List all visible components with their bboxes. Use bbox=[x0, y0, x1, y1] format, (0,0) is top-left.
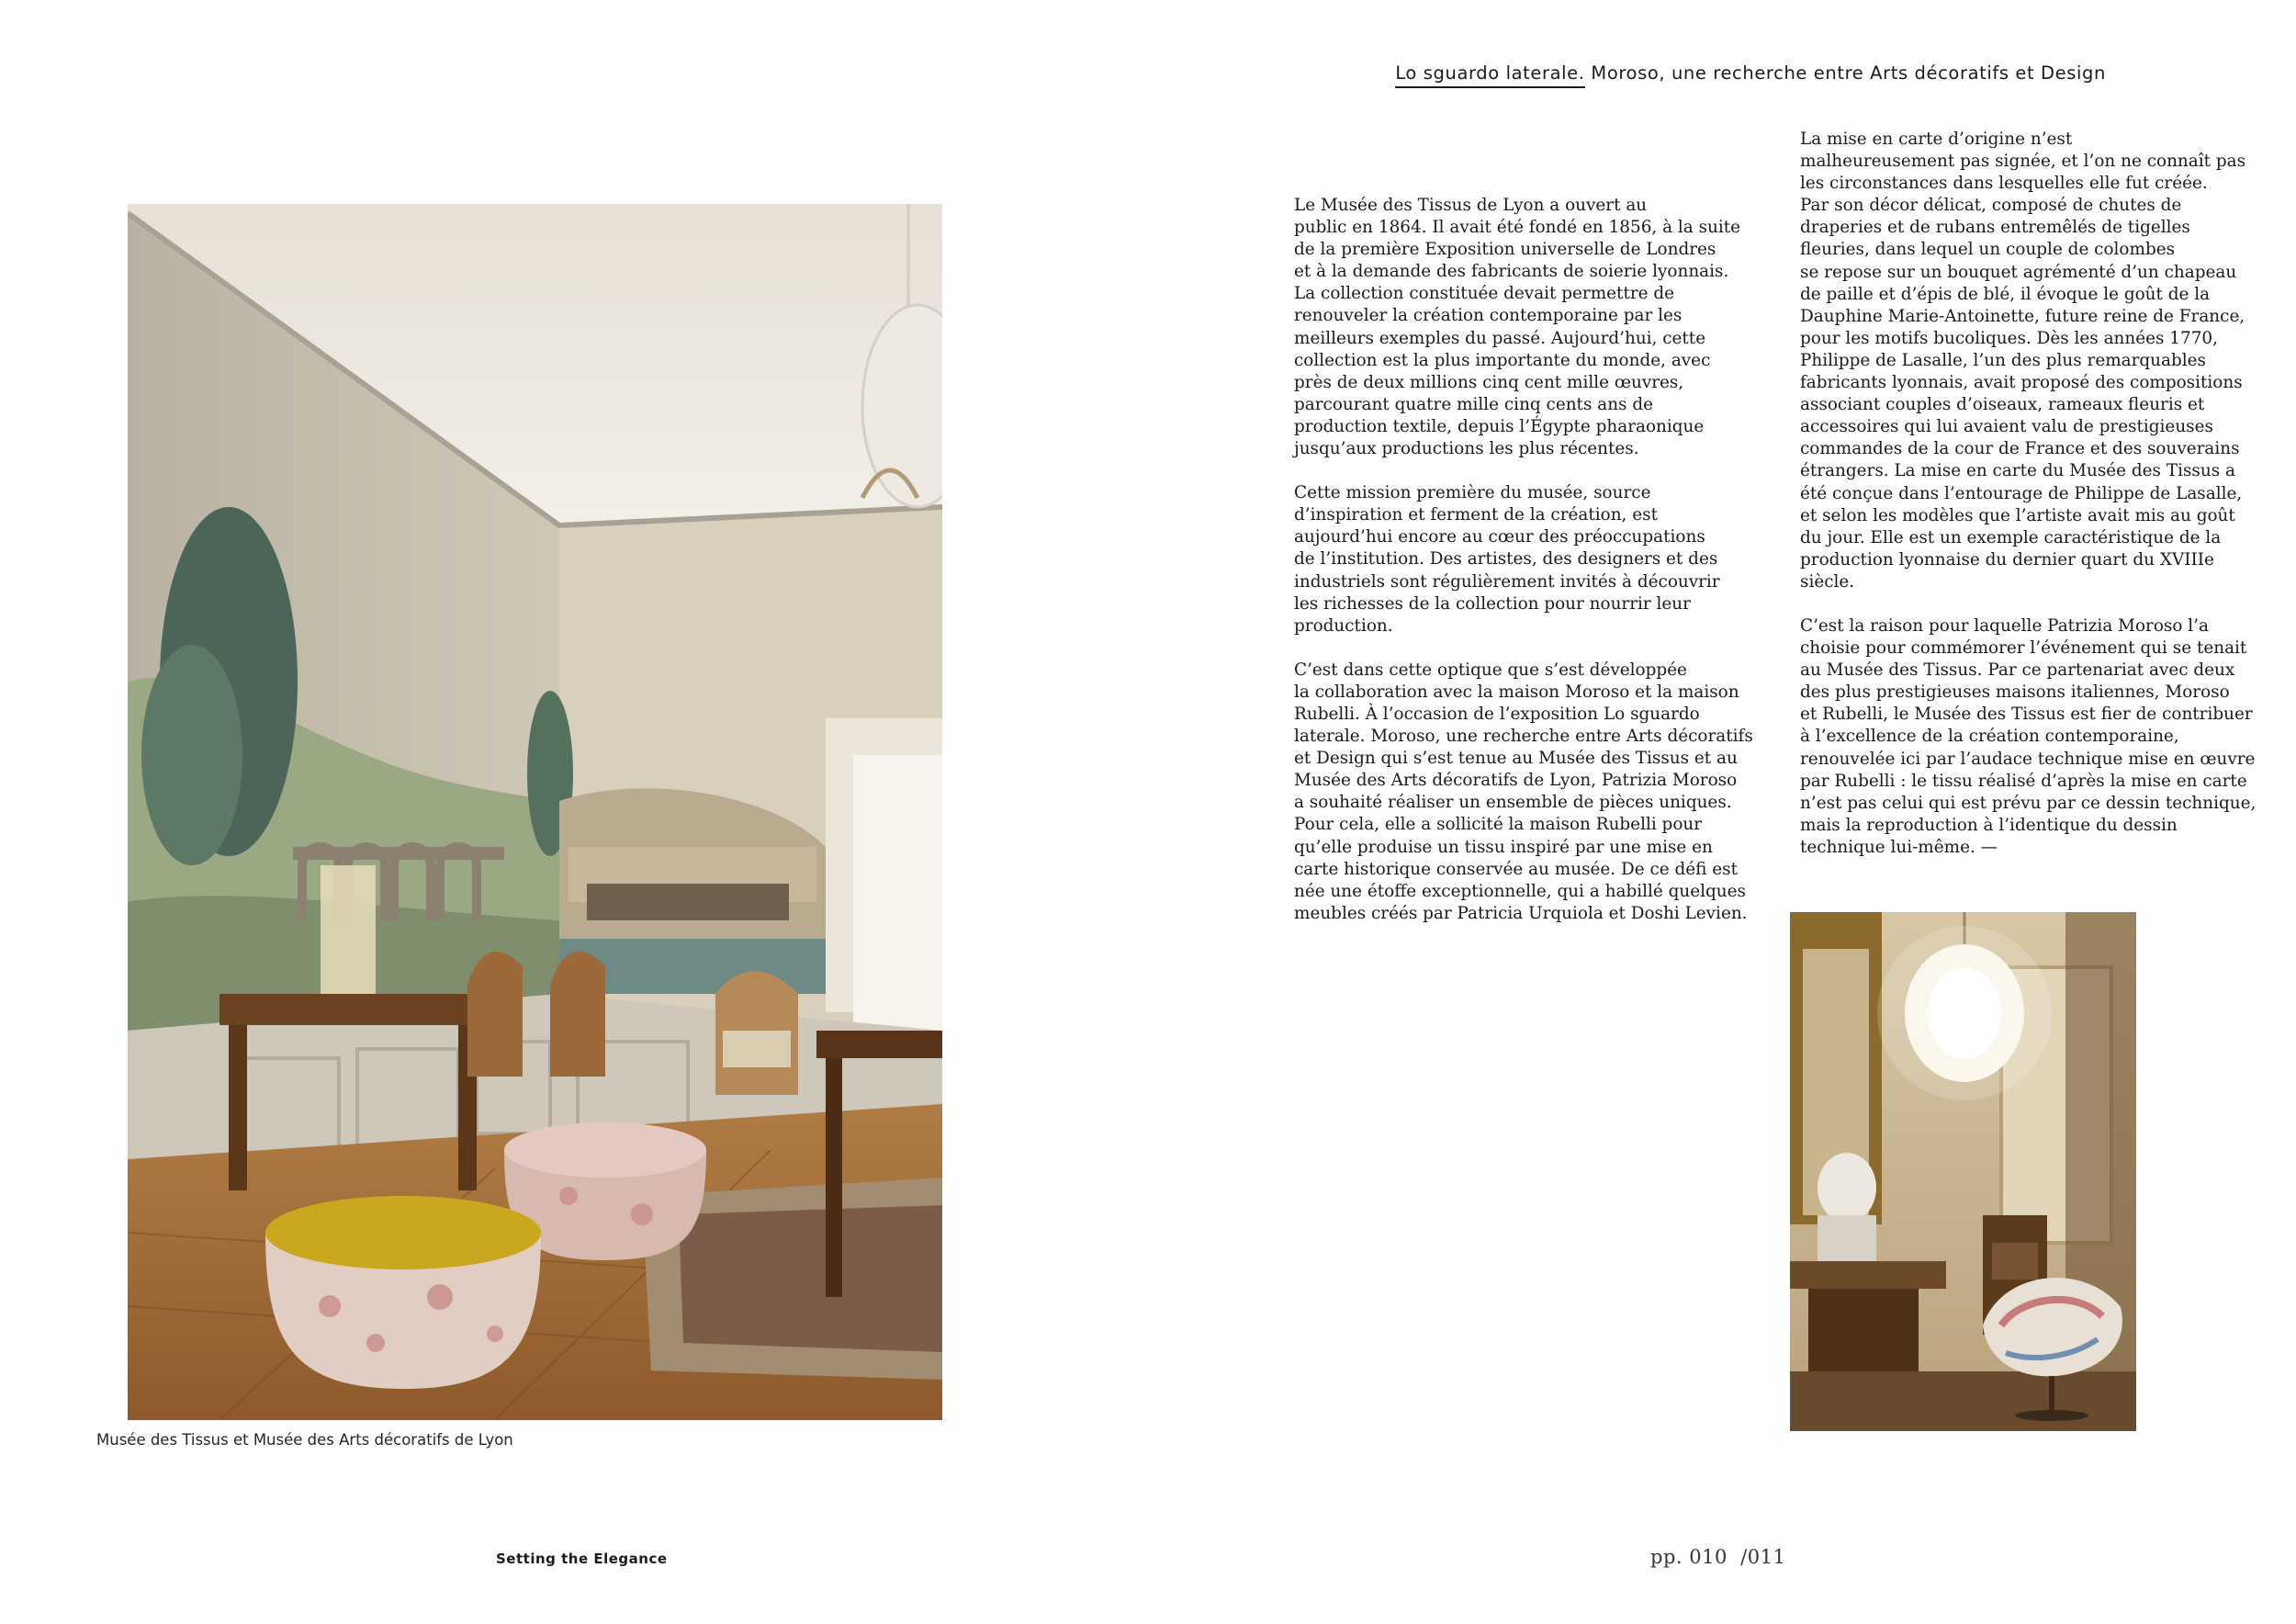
photo-caption: Musée des Tissus et Musée des Arts décoratifs de Lyon bbox=[96, 1431, 513, 1449]
footer-publication-title: Setting the Elegance bbox=[496, 1551, 668, 1567]
article-paragraph: Le Musée des Tissus de Lyon a ouvert au public en 1864. Il avait été fondé en 1856, à la suite de la première Exposition universelle de Londres et à la demande des fabricants de soierie lyonnais. La collection constituée devait permettre de renouveler la création contemporaine par les meilleurs exemples du passé. Aujourd’hui, cette collection est la plus importante du monde, avec près de deux millions cinq cent mille œuvres, parcourant quatre mille cinq cents ans de production textile, depuis l’Égypte pharaonique jusqu’aux productions les plus récentes. bbox=[1294, 196, 1741, 459]
article-column-1 bbox=[1251, 195, 1765, 947]
article-paragraph: Cette mission première du musée, source d’inspiration et ferment de la création, est aujourd’hui encore au cœur des préoccupations de l’institution. Des artistes, des designers et des industriels sont régulièrement invités à découvrir les richesses de la collection pour nourrir leur production. bbox=[1294, 483, 1720, 636]
running-header-subtitle: Moroso, une recherche entre Arts décoratifs et Design bbox=[1584, 62, 2106, 84]
running-header bbox=[1395, 62, 2106, 84]
article-paragraph: La mise en carte d’origine n’est malheureusement pas signée, et l’on ne connaît pas les circonstances dans lesquelles elle fut créée. Par son décor délicat, composé de chutes de draperies et de rubans entremêlés de tigelles fleuries, dans lequel un couple de colombes se repose sur un bouquet agrémenté d’un chapeau de paille et d’épis de blé, il évoque le goût de la Dauphine Marie-Antoinette, future reine de France, pour les motifs bucoliques. Dès les années 1770, Philippe de Lasalle, l’un des plus remarquables fabricants lyonnais, avait proposé des compositions associant couples d’oiseaux, rameaux fleuris et accessoires qui lui avaient valu de prestigieuses commandes de la cour de France et des souverains étrangers. La mise en carte du Musée des Tissus a été conçue dans l’entourage de Philippe de Lasalle, et selon les modèles que l’artiste avait mis au goût du jour. Elle est un exemple caractéristique de la production lyonnaise du dernier quart du XVIIIe siècle. bbox=[1800, 130, 2246, 592]
running-header-series: Lo sguardo laterale. bbox=[1395, 62, 1584, 88]
article-column-2 bbox=[1757, 129, 2271, 881]
salon-chandelier-photo bbox=[1790, 912, 2136, 1431]
museum-room-photo bbox=[128, 204, 942, 1420]
right-page bbox=[1148, 0, 2296, 1624]
article-paragraph: C’est dans cette optique que s’est développée la collaboration avec la maison Moroso et la maison Rubelli. À l’occasion de l’exposition Lo sguardo laterale. Moroso, une recherche entre Arts décoratifs et Design qui s’est tenue au Musée des Tissus et au Musée des Arts décoratifs de Lyon, Patrizia Moroso a souhaité réaliser un ensemble de pièces uniques. Pour cela, elle a sollicité la maison Rubelli pour qu’elle produise un tissu inspiré par une mise en carte historique conservée au musée. De ce défi est née une étoffe exceptionnelle, qui a habillé quelques meubles créés par Patricia Urquiola et Doshi Levien. bbox=[1294, 660, 1753, 923]
page-numbers: pp. 010 /011 bbox=[1650, 1546, 1786, 1568]
article-paragraph: C’est la raison pour laquelle Patrizia Moroso l’a choisie pour commémorer l’événement qui se tenait au Musée des Tissus. Par ce partenariat avec deux des plus prestigieuses maisons italiennes, Moroso et Rubelli, le Musée des Tissus est fier de contribuer à l’excellence de la création contemporaine, renouvelée ici par l’audace technique mise en œuvre par Rubelli : le tissu réalisé d’après la mise en carte n’est pas celui qui est prévu par ce dessin technique, mais la reproduction à l’identique du dessin technique lui-même. — bbox=[1800, 615, 2257, 857]
